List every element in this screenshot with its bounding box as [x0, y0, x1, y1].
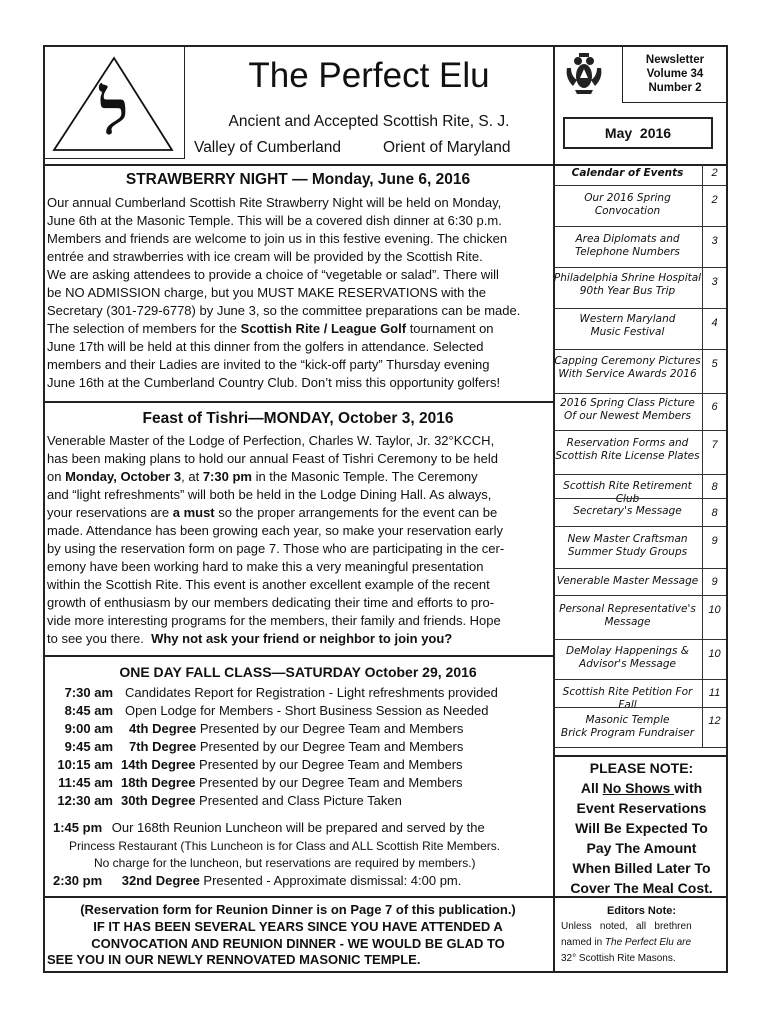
- tishri-line: has been making plans to hold our annual Feast of Tishri Ceremony to be held: [47, 451, 498, 466]
- tishri-must-emphasis: a must: [172, 505, 215, 520]
- strawberry-line: June 17th will be held at this dinner from the golfers in attendance. Selected: [47, 339, 484, 354]
- calendar-item-line: With Service Awards 2016: [558, 368, 697, 380]
- hebrew-letter-logo: ל: [99, 76, 129, 149]
- masthead-logo-box: [43, 45, 185, 159]
- schedule-detail: [125, 685, 498, 700]
- calendar-item[interactable]: [553, 267, 726, 308]
- calendar-item-title: [553, 575, 702, 588]
- calendar-col-rule: [702, 350, 703, 393]
- calendar-item-page: 9: [711, 535, 718, 547]
- calendar-item[interactable]: [553, 595, 726, 639]
- calendar-col-rule: [702, 708, 703, 747]
- calendar-col-rule: [702, 227, 703, 267]
- calendar-item-page: 11: [708, 687, 721, 699]
- calendar-item[interactable]: [553, 430, 726, 474]
- calendar-item-line: Western Maryland: [579, 313, 676, 325]
- calendar-item-title: [553, 233, 702, 259]
- tishri-line: emony have been working hard to make this a very meaningful presentation: [47, 559, 484, 574]
- editors-note-rule: [553, 896, 728, 898]
- calendar-col-rule: [702, 309, 703, 349]
- schedule-time: 10:15 am: [57, 757, 113, 772]
- tishri-line: made. Attendance has been growing each year, so make your reservation early: [47, 523, 503, 538]
- schedule-detail: [129, 721, 463, 736]
- schedule-time: 7:30 am: [64, 685, 113, 700]
- calendar-item-page: 12: [708, 715, 721, 727]
- schedule-text: Presented by our Degree Team and Members: [196, 739, 464, 754]
- calendar-item-page: 6: [711, 401, 718, 413]
- tishri-text: your reservations are: [47, 505, 173, 520]
- calendar-item-line: Scottish Rite Petition For Fall: [562, 686, 693, 711]
- please-note-line: When Billed Later To: [572, 860, 711, 876]
- calendar-item-line: Scottish Rite License Plates: [555, 450, 700, 462]
- strawberry-text: The selection of members for the: [47, 321, 241, 336]
- calendar-item-line: 2016 Spring Class Picture: [560, 397, 695, 409]
- calendar-page: 2: [711, 167, 718, 179]
- tishri-line: by using the reservation form on page 7. Those who are participating in the cer-: [47, 541, 505, 556]
- calendar-item-line: Of our Newest Members: [564, 410, 691, 422]
- schedule-text: Presented by our Degree Team and Members: [195, 775, 463, 790]
- calendar-item-line: Advisor's Message: [579, 658, 676, 670]
- strawberry-line: Secretary (301-729-6778) by June 3, so the committee preparations can be made.: [47, 303, 521, 318]
- luncheon-time: 1:45 pm: [53, 820, 103, 835]
- calendar-item-line: Music Festival: [590, 326, 665, 338]
- calendar-item-page: 8: [711, 481, 718, 493]
- schedule-detail: [121, 757, 463, 772]
- masthead-subtitle: Ancient and Accepted Scottish Rite, S. J.: [228, 113, 510, 130]
- tishri-line: vide more interesting programs for the members, their family and friends. Hope: [47, 613, 501, 628]
- final-degree-time: 2:30 pm: [53, 873, 103, 888]
- calendar-item-page: 10: [708, 604, 721, 616]
- calendar-item-title: [553, 714, 702, 740]
- schedule-text: Presented and Class Picture Taken: [195, 793, 402, 808]
- calendar-item-line: Venerable Master Message: [556, 575, 699, 587]
- tishri-line: [47, 468, 504, 486]
- tishri-text: , at: [181, 469, 203, 484]
- no-shows-emphasis: No Shows: [602, 780, 675, 796]
- please-note-text: with: [674, 780, 703, 796]
- schedule-text: Presented by our Degree Team and Members: [196, 721, 464, 736]
- newsletter-info-box: [622, 45, 728, 103]
- closing-line: IF IT HAS BEEN SEVERAL YEARS SINCE YOU HAVE ATTENDED A: [93, 919, 503, 934]
- calendar-item[interactable]: [553, 308, 726, 349]
- schedule-time: 11:45 am: [58, 775, 113, 790]
- strawberry-body: [47, 194, 520, 392]
- calendar-item-line: Masonic Temple: [585, 714, 670, 726]
- calendar-item-page: 9: [711, 576, 718, 588]
- calendar-item-line: Summer Study Groups: [567, 546, 688, 558]
- fallclass-heading: ONE DAY FALL CLASS—SATURDAY October 29, 2016: [119, 664, 477, 680]
- editors-note-text: named in: [561, 937, 605, 948]
- tishri-line: growth of enthusiasm by our members dedicating their time and efforts to pro-: [47, 595, 495, 610]
- section-rule: [43, 655, 554, 657]
- strawberry-line: [47, 320, 520, 338]
- calendar-item-page: 7: [711, 439, 718, 451]
- calendar-item[interactable]: [553, 349, 726, 393]
- calendar-item-line: Brick Program Fundraiser: [560, 727, 695, 739]
- editors-note-line: 32° Scottish Rite Masons.: [561, 953, 676, 964]
- tishri-text: in the Masonic Temple. The Ceremony: [251, 469, 478, 484]
- calendar-item-title: [553, 645, 702, 671]
- calendar-item-page: 5: [711, 358, 718, 370]
- luncheon-note: No charge for the luncheon, but reservations are required by members.): [94, 856, 476, 870]
- tishri-line: within the Scottish Rite. This event is another excellent example of the recent: [47, 577, 490, 592]
- strawberry-line: entrée and strawberries with ice cream will be provided by the Scottish Rite.: [47, 249, 483, 264]
- calendar-item-title: [553, 437, 702, 463]
- calendar-item-title: [553, 272, 702, 298]
- schedule-time: 9:00 am: [64, 721, 113, 736]
- tishri-line: and “light refreshments” will both be held in the Lodge Dining Hall. As always,: [47, 487, 492, 502]
- calendar-item-line: Scottish Rite Retirement Club: [563, 480, 692, 505]
- calendar-title: Calendar of Events: [571, 167, 684, 179]
- page-title: The Perfect Elu: [248, 56, 490, 95]
- newsletter-volume: Volume 34: [646, 68, 704, 80]
- calendar-item-line: Convocation: [594, 205, 661, 217]
- calendar-item-line: Capping Ceremony Pictures: [554, 355, 701, 367]
- closing-line: SEE YOU IN OUR NEWLY RENNOVATED MASONIC TEMPLE.: [47, 952, 421, 967]
- schedule-text: Presented by our Degree Team and Members: [195, 757, 463, 772]
- schedule-time: 8:45 am: [64, 703, 113, 718]
- double-headed-eagle-icon: [563, 52, 605, 96]
- tishri-date-emphasis: Monday, October 3: [65, 469, 182, 484]
- schedule-text: Candidates Report for Registration - Light refreshments provided: [125, 685, 498, 700]
- schedule-detail: [125, 703, 488, 718]
- strawberry-line: be NO ADMISSION charge, but you MUST MAKE RESERVATIONS with the: [47, 285, 487, 300]
- tishri-text: to see you there.: [47, 631, 152, 646]
- calendar-item-page: 10: [708, 648, 721, 660]
- calendar-item[interactable]: [553, 226, 726, 267]
- luncheon-row: [53, 820, 485, 835]
- schedule-detail: [121, 775, 463, 790]
- section-rule: [43, 401, 554, 403]
- calendar-item[interactable]: [553, 393, 726, 430]
- closing-line: CONVOCATION AND REUNION DINNER - WE WOULD BE GLAD TO: [91, 936, 505, 951]
- schedule-time: 12:30 am: [57, 793, 113, 808]
- calendar-item-title: [553, 397, 702, 423]
- tishri-body: [47, 432, 504, 648]
- calendar-col-rule: [702, 268, 703, 308]
- calendar-item-title: [553, 505, 702, 518]
- calendar-item[interactable]: [553, 498, 726, 526]
- calendar-item[interactable]: [553, 639, 726, 679]
- calendar-item-title: [553, 313, 702, 339]
- calendar-item[interactable]: [553, 679, 726, 711]
- calendar-col-rule: [702, 186, 703, 226]
- masthead-divider: [553, 45, 555, 167]
- strawberry-text: tournament on: [406, 321, 494, 336]
- calendar-item[interactable]: [553, 474, 726, 505]
- tishri-text: so the proper arrangements for the event can be: [214, 505, 498, 520]
- calendar-item[interactable]: [553, 707, 726, 748]
- calendar-item-title: [553, 533, 702, 559]
- schedule-degree: 18th Degree: [121, 775, 196, 790]
- strawberry-line: We are asking attendees to provide a choice of “vegetable or salad”. There will: [47, 267, 499, 282]
- calendar-item[interactable]: [553, 185, 726, 226]
- editors-note-heading: Editors Note:: [606, 905, 677, 917]
- newsletter-label: Newsletter: [645, 54, 705, 66]
- calendar-item-page: 4: [711, 317, 718, 329]
- calendar-item-title: [553, 192, 702, 218]
- final-degree-name: 32nd Degree: [121, 873, 200, 888]
- final-degree-row: [53, 873, 461, 888]
- masthead-orient: Orient of Maryland: [383, 139, 511, 156]
- please-note-line: Pay The Amount: [586, 840, 697, 856]
- golf-tournament-emphasis: Scottish Rite / League Golf: [240, 321, 407, 336]
- luncheon-text: Our 168th Reunion Luncheon will be prepared and served by the: [111, 820, 485, 835]
- calendar-item-line: Philadelphia Shrine Hospital: [553, 272, 702, 284]
- calendar-item-title: [553, 355, 702, 381]
- editors-note-line: [561, 937, 691, 948]
- calendar-item-line: Secretary's Message: [573, 505, 682, 517]
- calendar-item-page: 3: [711, 276, 718, 288]
- calendar-item-line: Telephone Numbers: [575, 246, 680, 258]
- calendar-item-line: DeMolay Happenings &: [566, 645, 689, 657]
- newsletter-name-emphasis: The Perfect Elu are: [604, 937, 692, 948]
- tishri-time-emphasis: 7:30 pm: [202, 469, 252, 484]
- calendar-col-rule: [702, 431, 703, 474]
- issue-date-box: [563, 117, 713, 149]
- calendar-item-page: 2: [711, 194, 718, 206]
- tishri-invite-emphasis: Why not ask your friend or neighbor to join you?: [151, 631, 453, 646]
- luncheon-detail: Princess Restaurant (This Luncheon is for Class and ALL Scottish Rite Members.: [69, 839, 501, 853]
- schedule-detail: [129, 739, 463, 754]
- schedule-time: 9:45 am: [64, 739, 113, 754]
- calendar-col-rule: [702, 596, 703, 639]
- strawberry-line: Our annual Cumberland Scottish Rite Strawberry Night will be held on Monday,: [47, 195, 502, 210]
- please-note-line: Will Be Expected To: [575, 820, 708, 836]
- masthead-valley: Valley of Cumberland: [194, 139, 342, 156]
- schedule-detail: [121, 793, 402, 808]
- calendar-item-line: Personal Representative's: [559, 603, 696, 615]
- please-note-heading: PLEASE NOTE:: [589, 760, 694, 776]
- final-degree-detail: [122, 873, 462, 888]
- schedule-degree: 4th Degree: [129, 721, 197, 736]
- calendar-item-line: Message: [604, 616, 651, 628]
- calendar-item-line: Our 2016 Spring: [584, 192, 671, 204]
- strawberry-heading: STRAWBERRY NIGHT — Monday, June 6, 2016: [125, 171, 471, 188]
- schedule-text: Open Lodge for Members - Short Business Session as Needed: [125, 703, 489, 718]
- strawberry-line: June 6th at the Masonic Temple. This will be a covered dish dinner at 6:30 p.m.: [47, 213, 502, 228]
- calendar-col-rule: [702, 527, 703, 568]
- strawberry-line: June 16th at the Cumberland Country Club. Don’t miss this opportunity golfers!: [47, 375, 501, 390]
- calendar-item-line: 90th Year Bus Trip: [579, 285, 676, 297]
- calendar-item[interactable]: [553, 568, 726, 595]
- please-note-line: Cover The Meal Cost.: [570, 880, 713, 896]
- newsletter-number: Number 2: [648, 82, 702, 94]
- calendar-header: [553, 164, 726, 185]
- tishri-line: Venerable Master of the Lodge of Perfection, Charles W. Taylor, Jr. 32°KCCH,: [47, 433, 495, 448]
- calendar-item-page: 8: [711, 507, 718, 519]
- please-note-rule: [553, 755, 728, 757]
- tishri-line: [47, 504, 504, 522]
- issue-date: May 2016: [604, 125, 672, 141]
- strawberry-line: members and their Ladies are invited to the “kick-off party” Thursday evening: [47, 357, 490, 372]
- calendar-item-page: 3: [711, 235, 718, 247]
- schedule-degree: 14th Degree: [121, 757, 196, 772]
- closing-line: (Reservation form for Reunion Dinner is on Page 7 of this publication.): [80, 902, 516, 917]
- schedule-degree: 30th Degree: [121, 793, 196, 808]
- calendar-item-line: Reservation Forms and: [566, 437, 689, 449]
- tishri-text: on: [47, 469, 66, 484]
- tishri-line: [47, 630, 504, 648]
- please-note-text: All: [580, 780, 603, 796]
- please-note-line: [555, 780, 728, 796]
- please-note-line: Event Reservations: [576, 800, 707, 816]
- tishri-heading: Feast of Tishri—MONDAY, October 3, 2016: [142, 410, 454, 427]
- section-rule: [43, 896, 554, 898]
- calendar-item-line: Area Diplomats and: [575, 233, 680, 245]
- editors-note-line: Unless noted, all brethren: [561, 921, 692, 932]
- calendar-item[interactable]: [553, 526, 726, 568]
- schedule-degree: 7th Degree: [129, 739, 197, 754]
- final-degree-text: Presented - Approximate dismissal: 4:00 pm.: [199, 873, 462, 888]
- strawberry-line: Members and friends are welcome to join us in this festive evening. The chicken: [47, 231, 508, 246]
- calendar-item-line: New Master Craftsman: [567, 533, 688, 545]
- calendar-item-title: [553, 603, 702, 629]
